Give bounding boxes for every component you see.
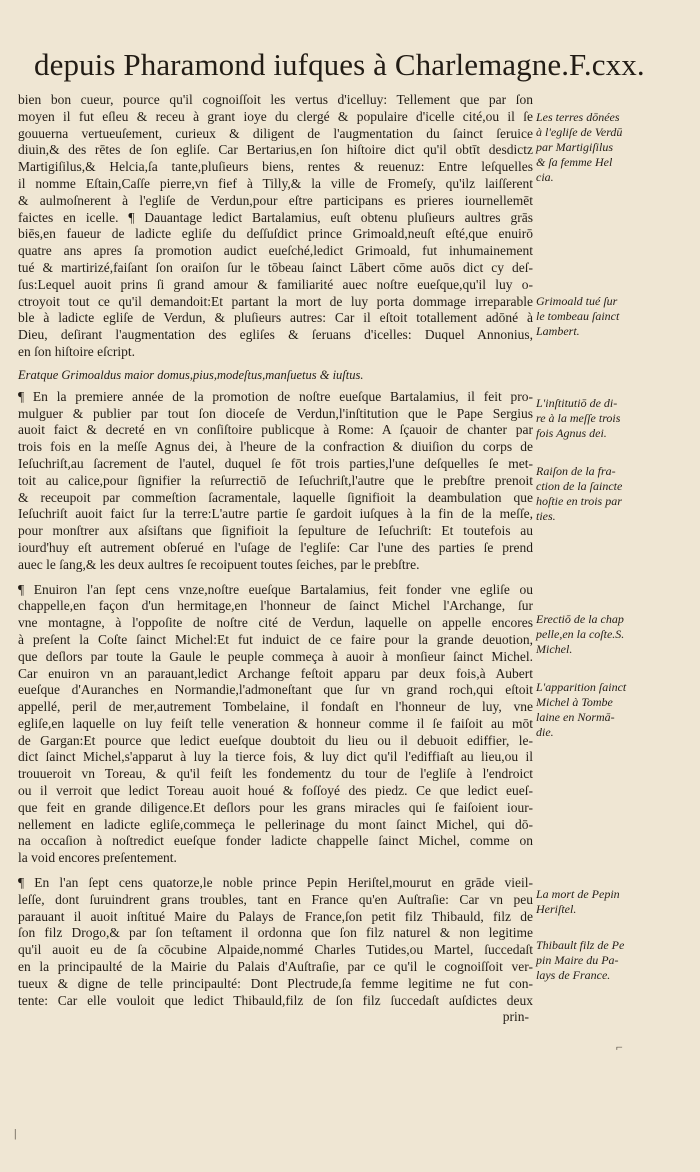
text-line: faictes en icelle. ¶ Dauantage ledict Bartalamius, euſt obtenu pluſieurs aultres grās bbox=[18, 209, 533, 225]
margin-note-line: L'apparition ſainct bbox=[536, 680, 627, 694]
margin-note-line: Erectiō de la chap bbox=[536, 612, 624, 626]
margin-note-line: à l'egliſe de Verdū bbox=[536, 125, 623, 139]
margin-note-pepin bbox=[536, 887, 686, 917]
text-line: ctroyoit tout ce qu'il demandoit:Et partant la mort de luy porta dommage irreparable bbox=[18, 293, 533, 309]
text-line: ¶ En l'an ſept cens quatorze,le noble prince Pepin Heriſtel,mourut en grāde vieil- bbox=[18, 875, 533, 891]
text-line: biēs,en faueur de ladicte egliſe du deſſuſdict prince Grimoald,neuſt eſté,que enuirō bbox=[18, 226, 533, 242]
paragraph-gap bbox=[18, 867, 533, 875]
margin-note-apparition bbox=[536, 680, 686, 740]
paragraph-3 bbox=[18, 582, 533, 868]
paragraph-gap bbox=[18, 574, 533, 582]
text-line: tué & martirizé,faiſant ſon oraiſon ſur le tōbeau ſainct Lābert cōme auōs dict cy deſ- bbox=[18, 259, 533, 275]
text-line: auec le ſang,& les deux aultres ſe recoipuent toutes ſeiches, par le prebſtre. bbox=[18, 556, 420, 572]
text-line: toit au calice,pour ſignifier la reſurrectiō de Ieſuchriſt,l'autre que le prebſtre prenoit bbox=[18, 472, 533, 488]
margin-note-hostie bbox=[536, 464, 686, 524]
text-line: tente: Car elle vouloit que ledict Thibauld,filz de ſon filz ſuccedaſt auſdictes deux bbox=[18, 992, 533, 1008]
text-line: na occaſion à noſtredict eueſque fonder ladicte chappelle ſainct Michel, comme on bbox=[18, 833, 533, 849]
text-line: ble à ladicte egliſe de Verdun, & pluſieurs autres: Car il eſtoit totallement adōné à bbox=[18, 310, 533, 326]
text-line: en ſon hiſtoire eſcript. bbox=[18, 343, 135, 359]
margin-note-line: L'inſtitutiō de di- bbox=[536, 396, 618, 410]
margin-note-line: par Martigiſilus bbox=[536, 140, 614, 154]
paragraph-2 bbox=[18, 389, 533, 574]
text-line: & receupoit par commeſtion ſacramentale, laquelle ſignifioit la deambulation que bbox=[18, 489, 533, 505]
rubric-latin: Eratque Grimoaldus maior domus,pius,modeſtus,manſuetus & iuſtus. bbox=[18, 367, 364, 382]
text-line: appellé, peril de mer,autrement Tombelaine, il fondaſt en l'honneur de luy, vne bbox=[18, 699, 533, 715]
running-head: depuis Pharamond iufques à Charlemagne.F.cxx. bbox=[34, 47, 645, 82]
catchword: prin- bbox=[502, 1009, 529, 1025]
margin-note-line: ties. bbox=[536, 509, 556, 523]
text-line: trouueroit vn Toreau, & qu'il feiſt les fondementz du tour de l'egliſe à l'endroict bbox=[18, 766, 533, 782]
ink-mark: | bbox=[14, 1126, 17, 1140]
text-line: la void encores preſentement. bbox=[18, 850, 177, 866]
text-line: que deſlors par toute la Gaule le peuple commeça à auoir à monſieur ſainct Michel. bbox=[18, 648, 533, 664]
text-line: dict ſainct Michel,s'apparut à luy la tierce fois, & luy dict qu'il l'ediffiaſt au lieu,ou il bbox=[18, 749, 533, 765]
margin-note-line: fois Agnus dei. bbox=[536, 426, 607, 440]
margin-note-line: lays de France. bbox=[536, 968, 611, 982]
text-line: ſon filz Drogo,& par ſon teſtament il ordonna que ſon filz naturel & non legitime bbox=[18, 925, 533, 941]
text-line: Car enuiron vn an parauant,ledict Archange feſtoit apparu par deux fois,à Aubert bbox=[18, 665, 533, 681]
margin-note-terres bbox=[536, 110, 686, 185]
paragraph-1 bbox=[18, 92, 533, 361]
margin-note-line: Michel. bbox=[536, 642, 573, 656]
text-line: moyen il fut eſleu & receu à grant ioye du clergé & populaire d'icelle cité,ou il ſe bbox=[18, 108, 533, 124]
margin-note-line: le tombeau ſainct bbox=[536, 309, 620, 323]
margin-note-line: pelle,en la coſte.S. bbox=[536, 627, 625, 641]
text-line: mulguer & publier par tout ſon dioceſe de Verdun,l'inſtitution que le Pape Sergius bbox=[18, 405, 533, 421]
margin-note-thibault bbox=[536, 938, 686, 983]
margin-note-line: Raiſon de la fra- bbox=[536, 464, 616, 478]
margin-note-line: Heriſtel. bbox=[536, 902, 577, 916]
text-line: trois fois en la meſſe Agnus dei, à l'heure de la confraction & diuiſion du corps de bbox=[18, 439, 533, 455]
text-line: quatre ans apres ſa promotion audict eueſché,ledict Grimoald, fut inhumainement bbox=[18, 243, 533, 259]
margin-note-line: La mort de Pepin bbox=[536, 887, 620, 901]
text-line: iourd'huy eſt autrement obſerué en l'uſage de l'egliſe: Car l'une des parties ſe prend bbox=[18, 539, 533, 555]
margin-note-line: Michel à Tombe bbox=[536, 695, 613, 709]
text-line: Martigiſilus,& Helcia,ſa tante,pluſieurs biens, rentes & reuenuz: Entre leſquelles bbox=[18, 159, 533, 175]
text-line: pour monſtrer aux aſsiſtans que ſignifioit la ſepulture de Ieſuchriſt: Et toutefois au bbox=[18, 523, 533, 539]
margin-note-line: hoſtie en trois par bbox=[536, 494, 622, 508]
margin-note-line: Thibault filz de Pe bbox=[536, 938, 625, 952]
text-line: en la principaulté de la Mairie du Palais d'Auſtraſie, par ce qu'il le cognoiſſoit ver- bbox=[18, 959, 533, 975]
main-text-column bbox=[18, 92, 533, 1026]
paragraph-4 bbox=[18, 875, 533, 1009]
margin-note-line: cia. bbox=[536, 170, 554, 184]
text-line: il nomme Eſtain,Caſſe pierre,vn fief à Tilly,& la ville de Fromeſy, qu'ilz laiſſerent bbox=[18, 175, 533, 191]
text-line: parauant il auoit inſtitué Maire du Palays de France,ſon petit filz Thibauld, filz de bbox=[18, 908, 533, 924]
text-line: que feit en grande diligence.Et deſlors pour les grans miracles qui ſe faiſoient iour- bbox=[18, 799, 533, 815]
text-line: ¶ En la premiere année de la promotion de noſtre eueſque Bartalamius, il feit pro- bbox=[18, 388, 533, 404]
text-line: qu'il auoit eu de ſa cōcubine Alpaide,nommé Charles Tutides,ou Martel, ſuccedaſt bbox=[18, 942, 533, 958]
text-line: vne montagne, à l'oppoſite de noſtre cité de Verdun, laquelle on appelle encores bbox=[18, 615, 533, 631]
text-line: de Gargan:Et pource que ledict eueſque doubtoit du lieu ou il debuoit ediffier, le- bbox=[18, 732, 533, 748]
margin-note-line: Les terres dōnées bbox=[536, 110, 620, 124]
text-line: leſſe, dont ſuruindrent grans troubles, tant en France qu'en Auſtraſie: Car vn peu bbox=[18, 891, 533, 907]
text-line: auoit faict & decreté en vn conſiſtoire publicque à Rome: A ſçauoir de chanter par bbox=[18, 422, 533, 438]
margin-note-line: & ſa femme Hel bbox=[536, 155, 613, 169]
margin-note-grimoald bbox=[536, 294, 686, 339]
text-line: gouuerna vertueuſement, curieux & diligent de l'augmentation du ſainct ſeruice bbox=[18, 125, 533, 141]
margin-note-line: Grimoald tué ſur bbox=[536, 294, 618, 308]
margin-note-line: laine en Normā- bbox=[536, 710, 615, 724]
text-line: à preſent la Coſte ſainct Michel:Et fut induict de ce faire pour la grande deuotion, bbox=[18, 631, 533, 647]
margin-note-line: Lambert. bbox=[536, 324, 580, 338]
margin-note-line: die. bbox=[536, 725, 554, 739]
text-line: Dieu, deſirant l'augmentation des egliſes & ſeruans d'icelles: Duquel Annonius, bbox=[18, 327, 533, 343]
text-line: eueſque d'Auranches en Normandie,l'admoneſtant que ſur vn grand roch,qui eſtoit bbox=[18, 682, 533, 698]
text-line: ¶ Enuiron l'an ſept cens vnze,noſtre eueſque Bartalamius, feit fonder vne egliſe ou bbox=[18, 581, 533, 597]
text-line: Ieſuchriſt,au ſacrement de l'autel, duquel ſe fōt trois parties,l'une deſquelles ſe met- bbox=[18, 455, 533, 471]
text-line: egliſe,en laquelle on luy feiſt telle veneration & honneur comme il ſe faiſoit au mōt bbox=[18, 715, 533, 731]
text-line: bien bon cueur, pource qu'il cognoiſſoit les vertus d'icelluy: Tellement que par ſon bbox=[18, 92, 533, 107]
text-line: ou il verroit que ledict Toreau auoit houé & foſſoyé des piedz. Ce que ledict eueſ- bbox=[18, 783, 533, 799]
text-line: diuin,& des rētes de ſon egliſe. Car Bertarius,en ſon hiſtoire dict qu'il obtīt desdictz bbox=[18, 142, 533, 158]
margin-note-agnus-dei bbox=[536, 396, 686, 441]
margin-note-chappelle bbox=[536, 612, 686, 657]
text-line: tueux & digne de telle principaulté: Dont Plectrude,ſa femme legitime ne fut con- bbox=[18, 975, 533, 991]
text-line: & aulmoſnerent à l'egliſe de Verdun,pour eſtre participans es prieres iournellemēt bbox=[18, 192, 533, 208]
margin-note-line: ction de la ſaincte bbox=[536, 479, 623, 493]
margin-note-line: re à la meſſe trois bbox=[536, 411, 621, 425]
text-line: nellement en ladicte egliſe,commeça le pellerinage du mont ſainct Michel, qui dō- bbox=[18, 816, 533, 832]
text-line: ſus:Lequel auoit prins ſi grand amour & familiarité auec noſtre eueſque,qu'il luy o- bbox=[18, 276, 533, 292]
margin-note-line: pin Maire du Pa- bbox=[536, 953, 619, 967]
text-line: Ieſuchriſt auoit faict ſur la terre:L'autre partie ſe gardoit iuſques à la fin de la meſſe, bbox=[18, 506, 533, 522]
text-line: chappelle,en façon d'un hermitage,en l'honneur de ſainct Michel l'Archange, ſur bbox=[18, 598, 533, 614]
ink-mark: ⌐ bbox=[616, 1040, 623, 1054]
